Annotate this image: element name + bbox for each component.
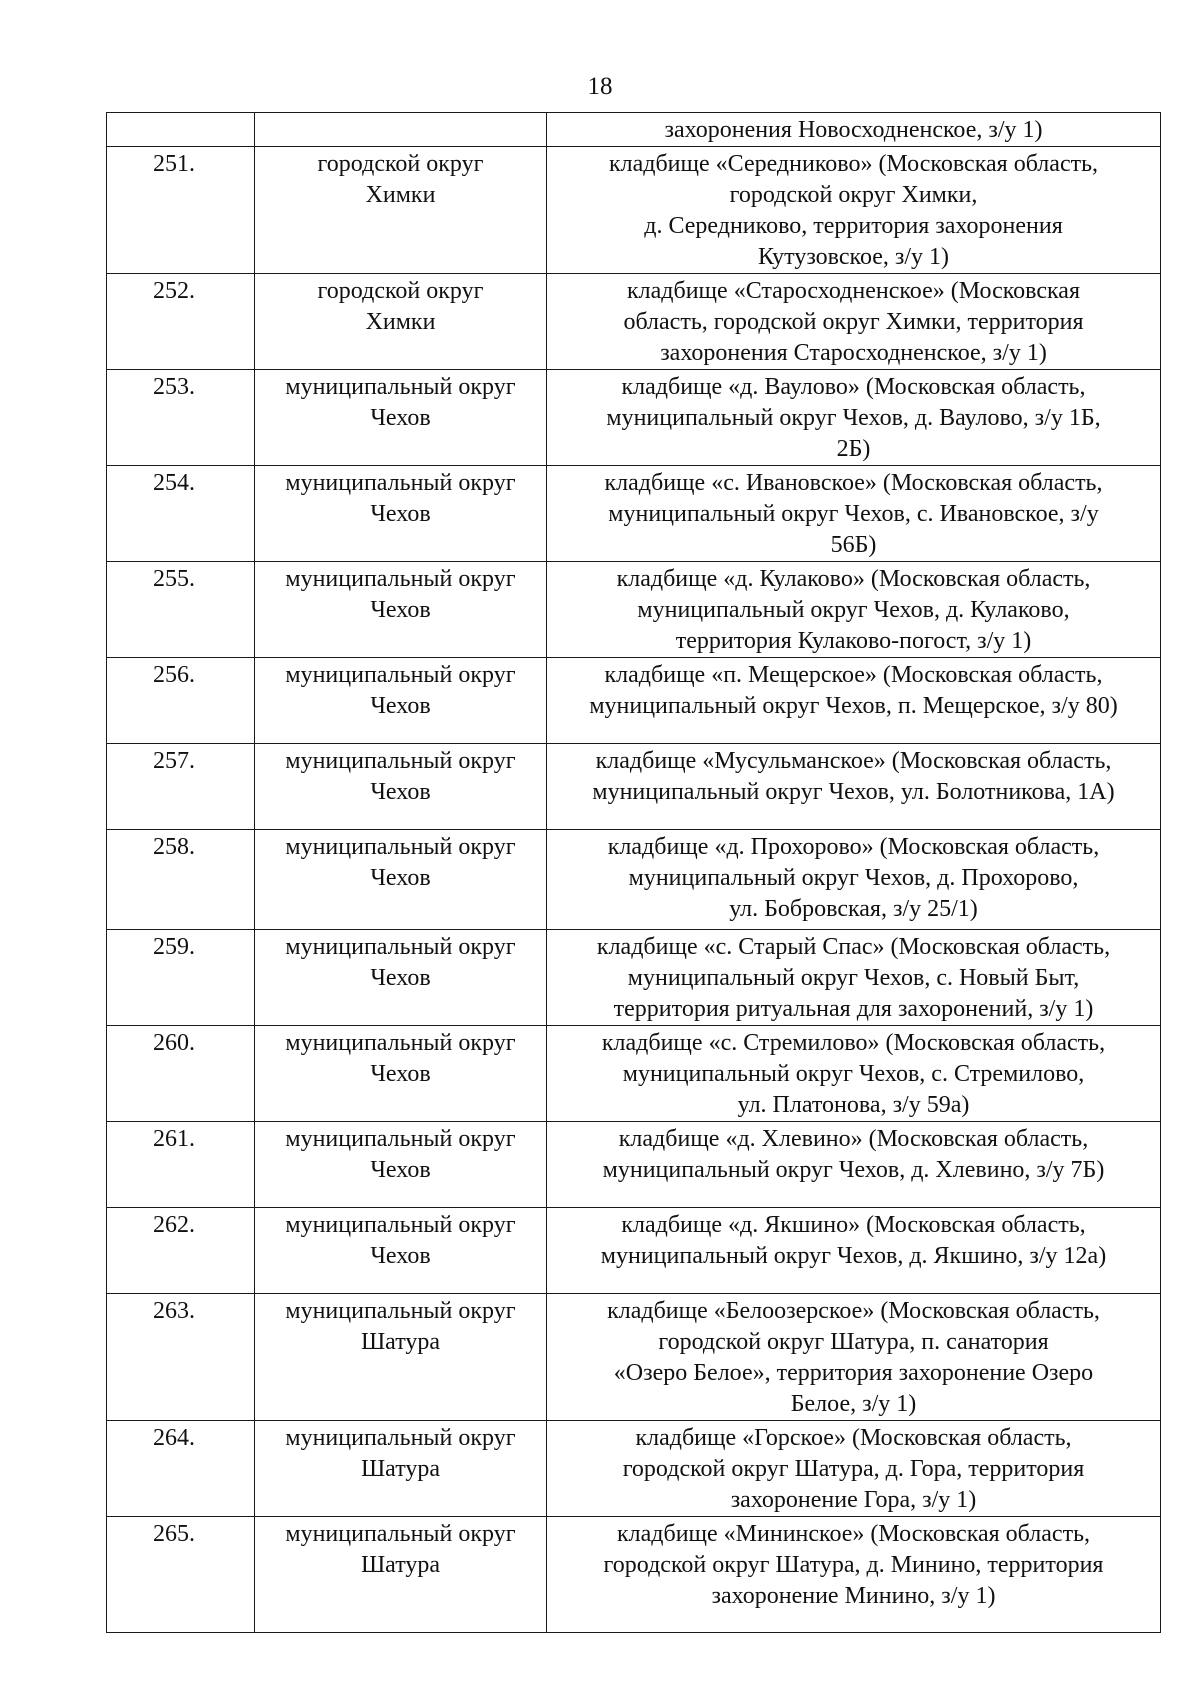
district-name: муниципальный округ Шатура [285, 1298, 516, 1355]
cemetery-description: кладбище «Старосходненское» (Московская область, городской округ Химки, территория захоронения Старосходненское, з/у 1) [623, 278, 1084, 366]
cemetery-description: кладбище «Мининское» (Московская область, городской округ Шатура, д. Минино, территория захоронение Минино, з/у 1) [603, 1521, 1104, 1609]
table-row [107, 370, 1161, 466]
row-number-cell [107, 1208, 255, 1294]
district-name: муниципальный округ Чехов [285, 470, 516, 527]
cemetery-description: кладбище «д. Ваулово» (Московская область, муниципальный округ Чехов, д. Ваулово, з/у 1Б, 2Б) [606, 374, 1101, 462]
district-name: муниципальный округ Чехов [285, 1212, 516, 1269]
row-number: 256. [153, 662, 195, 688]
row-number-cell [107, 658, 255, 744]
cemetery-cell [547, 830, 1161, 930]
table-row [107, 744, 1161, 830]
row-number: 260. [153, 1030, 195, 1056]
row-number-cell [107, 274, 255, 370]
cemetery-cell [547, 113, 1161, 147]
row-number-cell [107, 930, 255, 1026]
cemetery-cell [547, 1421, 1161, 1517]
cemetery-cell [547, 562, 1161, 658]
table-row [107, 658, 1161, 744]
cemetery-description: кладбище «с. Старый Спас» (Московская область, муниципальный округ Чехов, с. Новый Быт, территория ритуальная для захоронений, з/у 1) [596, 934, 1111, 1022]
district-cell [255, 1026, 547, 1122]
cemetery-cell [547, 1517, 1161, 1633]
district-cell [255, 562, 547, 658]
cemetery-description: кладбище «Мусульманское» (Московская область, муниципальный округ Чехов, ул. Болотникова, 1А) [592, 748, 1115, 805]
district-name: муниципальный округ Чехов [285, 1030, 516, 1087]
row-number-cell [107, 1026, 255, 1122]
district-cell [255, 466, 547, 562]
cemetery-cell [547, 466, 1161, 562]
row-number-cell [107, 1517, 255, 1633]
table-row [107, 466, 1161, 562]
district-cell [255, 1517, 547, 1633]
row-number: 254. [153, 470, 195, 496]
row-number: 261. [153, 1126, 195, 1152]
district-name: муниципальный округ Чехов [285, 374, 516, 431]
row-number-cell [107, 1294, 255, 1421]
cemetery-description: кладбище «д. Кулаково» (Московская область, муниципальный округ Чехов, д. Кулаково, территория Кулаково-погост, з/у 1) [616, 566, 1091, 654]
cemetery-cell [547, 744, 1161, 830]
district-cell [255, 830, 547, 930]
table-row [107, 1122, 1161, 1208]
row-number: 262. [153, 1212, 195, 1238]
row-number-cell [107, 147, 255, 274]
cemetery-cell [547, 930, 1161, 1026]
table-row [107, 1294, 1161, 1421]
cemetery-description: кладбище «д. Хлевино» (Московская область, муниципальный округ Чехов, д. Хлевино, з/у 7Б) [602, 1126, 1105, 1183]
cemetery-table [106, 112, 1161, 1633]
cemetery-description: кладбище «Середниково» (Московская область, городской округ Химки, д. Середниково, территория захоронения Кутузовское, з/у 1) [608, 151, 1099, 270]
district-name: муниципальный округ Чехов [285, 934, 516, 991]
cemetery-cell [547, 274, 1161, 370]
district-cell [255, 658, 547, 744]
row-number-cell [107, 370, 255, 466]
district-name: муниципальный округ Чехов [285, 748, 516, 805]
cemetery-cell [547, 147, 1161, 274]
page-number: 18 [587, 73, 613, 100]
district-cell [255, 370, 547, 466]
district-cell [255, 274, 547, 370]
cemetery-cell [547, 1026, 1161, 1122]
row-number-cell [107, 1122, 255, 1208]
cemetery-description: кладбище «Горское» (Московская область, городской округ Шатура, д. Гора, территория захоронение Гора, з/у 1) [622, 1425, 1085, 1513]
district-cell [255, 147, 547, 274]
table-row [107, 562, 1161, 658]
table-row [107, 930, 1161, 1026]
row-number-cell [107, 466, 255, 562]
cemetery-description: кладбище «д. Якшино» (Московская область, муниципальный округ Чехов, д. Якшино, з/у 12а) [600, 1212, 1107, 1269]
district-name: городской округ Химки [317, 151, 484, 208]
district-name: муниципальный округ Шатура [285, 1521, 516, 1578]
row-number: 255. [153, 566, 195, 592]
row-number: 258. [153, 834, 195, 860]
table-row [107, 1208, 1161, 1294]
row-number-cell [107, 562, 255, 658]
district-cell [255, 930, 547, 1026]
district-name: городской округ Химки [317, 278, 484, 335]
row-number: 257. [153, 748, 195, 774]
cemetery-cell [547, 1294, 1161, 1421]
cemetery-cell [547, 370, 1161, 466]
row-number: 265. [153, 1521, 195, 1547]
district-name: муниципальный округ Чехов [285, 834, 516, 891]
district-cell [255, 1208, 547, 1294]
table-row [107, 1421, 1161, 1517]
row-number: 259. [153, 934, 195, 960]
district-name: муниципальный округ Чехов [285, 662, 516, 719]
cemetery-description: кладбище «с. Стремилово» (Московская область, муниципальный округ Чехов, с. Стремилово, ул. Платонова, з/у 59а) [601, 1030, 1106, 1118]
table-row [107, 147, 1161, 274]
district-cell [255, 1294, 547, 1421]
row-number: 251. [153, 151, 195, 177]
district-cell [255, 1122, 547, 1208]
table-row [107, 113, 1161, 147]
cemetery-cell [547, 658, 1161, 744]
row-number-cell [107, 830, 255, 930]
row-number-cell [107, 1421, 255, 1517]
row-number-cell [107, 744, 255, 830]
cemetery-description: кладбище «д. Прохорово» (Московская область, муниципальный округ Чехов, д. Прохорово, ул. Бобровская, з/у 25/1) [607, 834, 1100, 922]
table-row [107, 830, 1161, 930]
table-row [107, 1517, 1161, 1633]
table-row [107, 274, 1161, 370]
district-cell [255, 1421, 547, 1517]
district-cell [255, 744, 547, 830]
table-row [107, 1026, 1161, 1122]
cemetery-cell [547, 1208, 1161, 1294]
district-name: муниципальный округ Чехов [285, 566, 516, 623]
district-cell [255, 113, 547, 147]
cemetery-description: кладбище «п. Мещерское» (Московская область, муниципальный округ Чехов, п. Мещерское, з/у 80) [589, 662, 1118, 719]
row-number: 252. [153, 278, 195, 304]
cemetery-cell [547, 1122, 1161, 1208]
row-number: 253. [153, 374, 195, 400]
row-number: 263. [153, 1298, 195, 1324]
district-name: муниципальный округ Шатура [285, 1425, 516, 1482]
cemetery-description: захоронения Новосходненское, з/у 1) [664, 117, 1043, 143]
row-number-cell [107, 113, 255, 147]
district-name: муниципальный округ Чехов [285, 1126, 516, 1183]
cemetery-description: кладбище «Белоозерское» (Московская область, городской округ Шатура, п. санатория «Озеро Белое», территория захоронение Озеро Белое, з/у 1) [607, 1298, 1100, 1417]
cemetery-description: кладбище «с. Ивановское» (Московская область, муниципальный округ Чехов, с. Ивановское, з/у 56Б) [604, 470, 1103, 558]
row-number: 264. [153, 1425, 195, 1451]
